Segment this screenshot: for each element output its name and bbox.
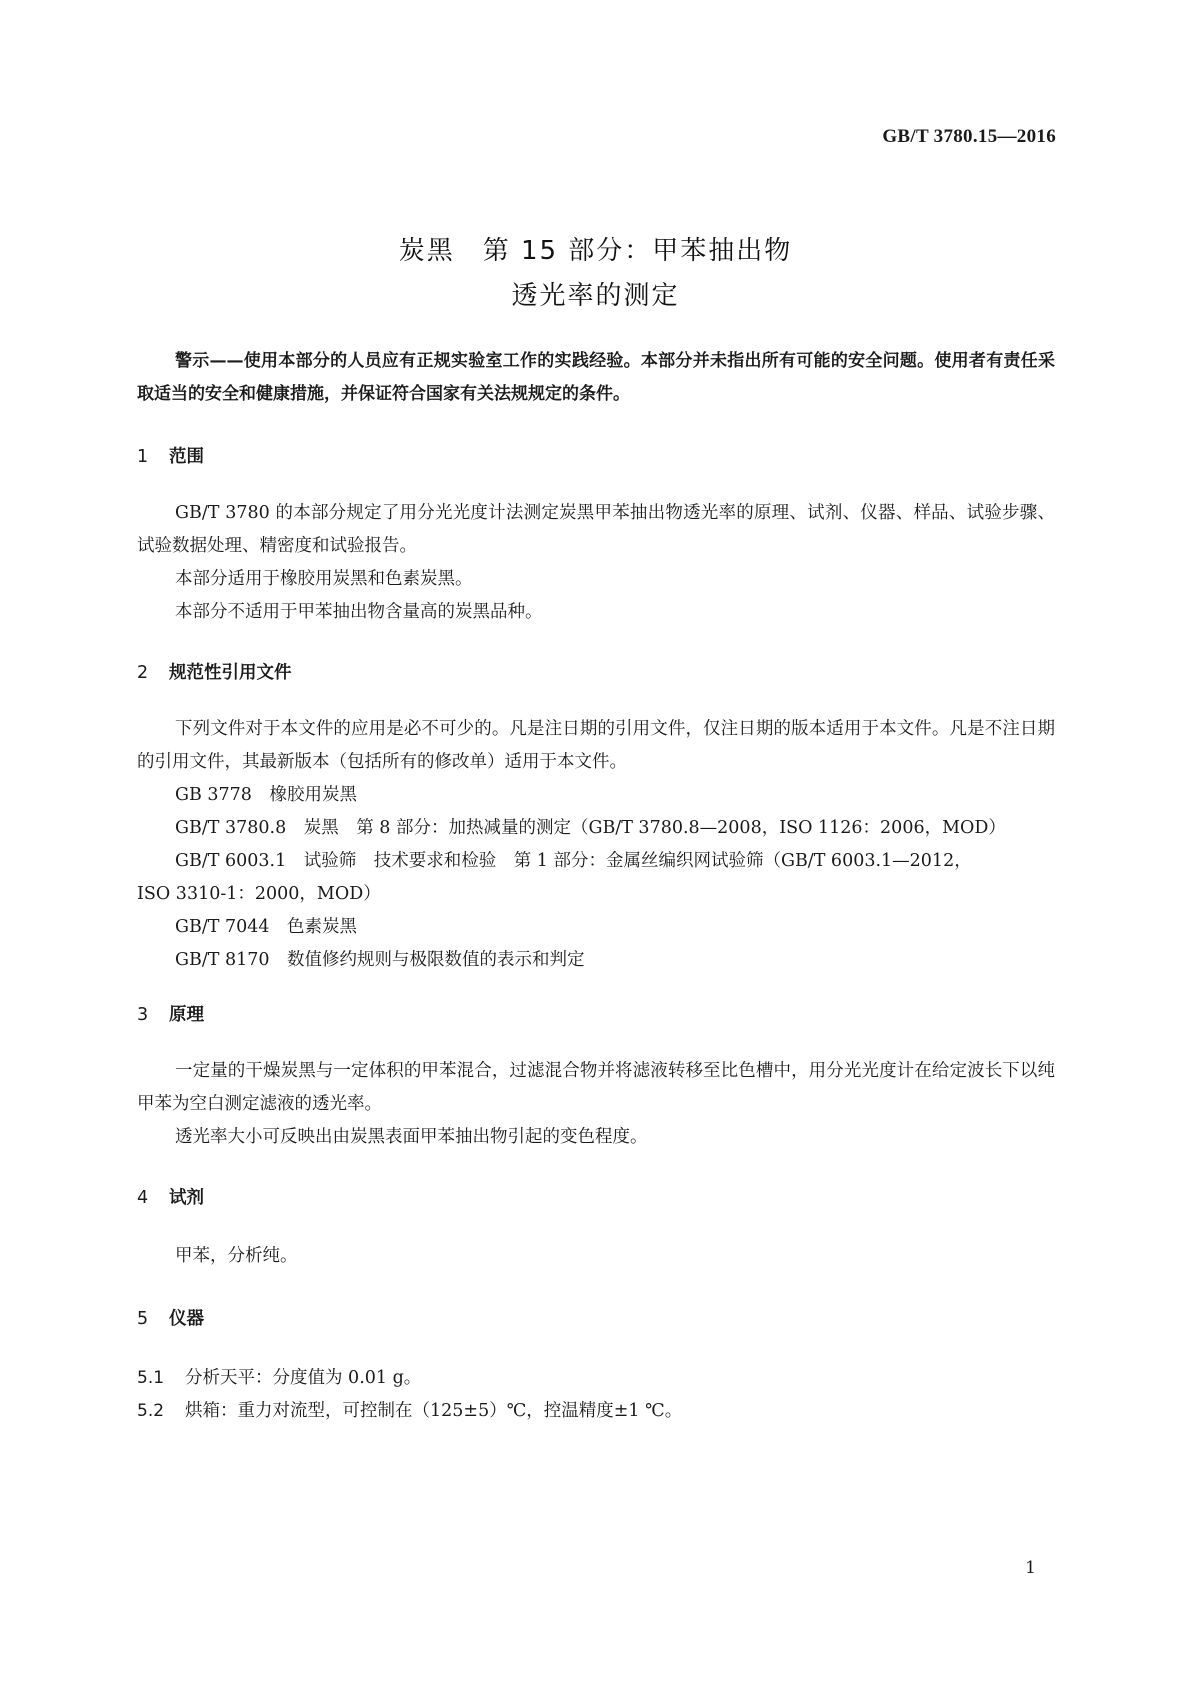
- reference-item-continuation: ISO 3310-1：2000，MOD）: [137, 884, 381, 904]
- warning-paragraph: 警示——使用本部分的人员应有正规实验室工作的实践经验。本部分并未指出所有可能的安全问题。使用者有责任采取适当的安全和健康措施，并保证符合国家有关法规规定的条件。: [137, 351, 1055, 404]
- section-heading-scope: [137, 443, 204, 468]
- references-intro: 下列文件对于本文件的应用是必不可少的。凡是注日期的引用文件，仅注日期的版本适用于本文件。凡是不注日期的引用文件，其最新版本（包括所有的修改单）适用于本文件。: [137, 719, 1055, 772]
- item-number: 5.2: [137, 1401, 165, 1421]
- reference-item: GB 3778 橡胶用炭黑: [175, 785, 357, 805]
- section-heading-references: [137, 659, 292, 684]
- apparatus-item-5-2: [137, 1395, 1055, 1428]
- section-heading-principle: [137, 1001, 204, 1026]
- reference-item: GB/T 3780.8 炭黑 第 8 部分：加热减量的测定（GB/T 3780.8—2008，ISO 1126：2006，MOD）: [175, 818, 1006, 838]
- item-text: 烘箱：重力对流型，可控制在（125±5）℃，控温精度±1 ℃。: [185, 1401, 683, 1421]
- section-heading-reagents: [137, 1184, 204, 1209]
- section-title: 原理: [169, 1005, 204, 1025]
- reagents-paragraph: 甲苯，分析纯。: [175, 1246, 298, 1266]
- principle-paragraph-2: 透光率大小可反映出由炭黑表面甲苯抽出物引起的变色程度。: [175, 1127, 648, 1147]
- section-title: 规范性引用文件: [169, 663, 292, 683]
- reference-item: GB/T 7044 色素炭黑: [175, 917, 358, 937]
- document-title-line2: 透光率的测定: [511, 281, 680, 311]
- standard-code: GB/T 3780.15—2016: [882, 126, 1056, 147]
- apparatus-item-5-1: [137, 1362, 1055, 1395]
- section-title: 范围: [169, 447, 204, 467]
- section-number: 1: [137, 447, 149, 467]
- section-number: 2: [137, 663, 149, 683]
- scope-paragraph-3: 本部分不适用于甲苯抽出物含量高的炭黑品种。: [175, 602, 543, 622]
- section-heading-apparatus: [137, 1305, 204, 1330]
- item-number: 5.1: [137, 1368, 165, 1388]
- section-number: 5: [137, 1309, 149, 1329]
- scope-paragraph-2: 本部分适用于橡胶用炭黑和色素炭黑。: [175, 569, 473, 589]
- section-title: 试剂: [169, 1188, 204, 1208]
- principle-paragraph-1: 一定量的干燥炭黑与一定体积的甲苯混合，过滤混合物并将滤液转移至比色槽中，用分光光度计在给定波长下以纯甲苯为空白测定滤液的透光率。: [137, 1061, 1055, 1114]
- section-title: 仪器: [169, 1309, 204, 1329]
- section-number: 4: [137, 1188, 149, 1208]
- page-number: 1: [1025, 1558, 1036, 1578]
- section-number: 3: [137, 1005, 149, 1025]
- document-title-line1: 炭黑 第 15 部分：甲苯抽出物: [398, 236, 793, 266]
- item-text: 分析天平：分度值为 0.01 g。: [185, 1368, 422, 1388]
- reference-item: GB/T 6003.1 试验筛 技术要求和检验 第 1 部分：金属丝编织网试验筛（GB/T 6003.1—2012，: [175, 851, 972, 871]
- reference-item: GB/T 8170 数值修约规则与极限数值的表示和判定: [175, 950, 585, 970]
- scope-paragraph-1: GB/T 3780 的本部分规定了用分光光度计法测定炭黑甲苯抽出物透光率的原理、试剂、仪器、样品、试验步骤、试验数据处理、精密度和试验报告。: [137, 503, 1055, 556]
